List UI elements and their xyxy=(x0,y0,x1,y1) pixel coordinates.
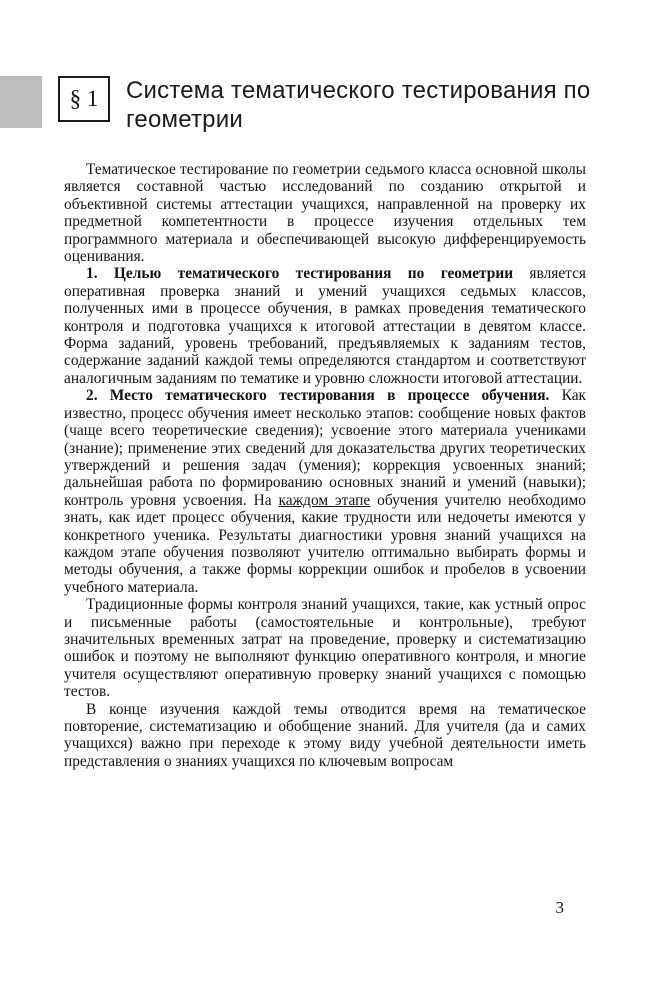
paragraph xyxy=(64,596,586,700)
page-number: 3 xyxy=(555,898,564,917)
paragraph-text: В конце изучения каждой темы отводится время на тематическое повторение, систематизацию и обобщение знаний. Для учителя (да и самих учащихся) важно при переходе к этому виду учебной деятельности иметь представления о знаниях учащихся по ключевым вопросам xyxy=(64,700,586,770)
section-number: § 1 xyxy=(69,86,99,111)
paragraph xyxy=(64,387,586,596)
chapter-header xyxy=(58,76,592,134)
paragraph-text: Традиционные формы контроля знаний учащихся, такие, как устный опрос и письменные работы (самостоятельные и контрольные), требуют значительных временных затрат на проведение, проверку и систематизацию ошибок и поэтому не выполняют функцию оперативного контроля, и многие учителя осуществляют оперативную проверку знаний учащихся с помощью тестов. xyxy=(64,596,586,701)
paragraph-text: Как известно, процесс обучения имеет несколько этапов: сообщение новых фактов (чаще всего теоретические сведения); усвоение этого материала учениками (знание); применение этих сведений для доказательства других теоретических утверждений и решения задач (умения); коррекция усвоенных знаний; дальнейшая работа по формированию основных знаний и умений (навыки); контроль уровня усвоения. На xyxy=(64,387,587,509)
page-title: Система тематического тестирования по геометрии xyxy=(126,77,591,133)
paragraph-lead-bold: 1. Целью тематического тестирования по геометрии xyxy=(86,265,514,283)
paragraph xyxy=(64,701,586,771)
margin-tab-decoration xyxy=(0,76,42,128)
body-text xyxy=(64,161,586,770)
paragraph-text: Тематическое тестирование по геометрии седьмого класса основной школы является составной частью исследований по созданию открытой и объективной системы аттестации учащихся, направленной на проверку их предметной компетентности в процессе изучения отдельных тем программного материала и обеспечивающей высокую дифференцируемость оценивания. xyxy=(64,161,586,266)
section-number-box xyxy=(58,76,110,122)
underlined-phrase: каждом этапе xyxy=(278,491,371,509)
paragraph-lead-bold: 2. Место тематического тестирования в процессе обучения. xyxy=(86,387,550,405)
paragraph xyxy=(64,161,586,265)
paragraph xyxy=(64,265,586,387)
paragraph-text: обучения учителю необходимо знать, как идет процесс обучения, какие трудности или недочеты имеются у конкретного ученика. Результаты диагностики уровня знаний учащихся на каждом этапе обучения позволяют учителю оптимально выбирать формы и методы обучения, а также формы коррекции ошибок и пробелов в усвоении учебного материала. xyxy=(64,491,586,596)
paragraph-text: является оперативная проверка знаний и умений учащихся седьмых классов, полученных ими в процессе обучения, в рамках проведения тематического контроля и подготовка учащихся к итоговой аттестации в девятом классе. Форма заданий, уровень требований, предъявляемых к заданиям тестов, содержание заданий каждой темы определяются стандартом и соответствуют аналогичным заданиям по тематике и уровню сложности итоговой аттестации. xyxy=(64,265,586,387)
